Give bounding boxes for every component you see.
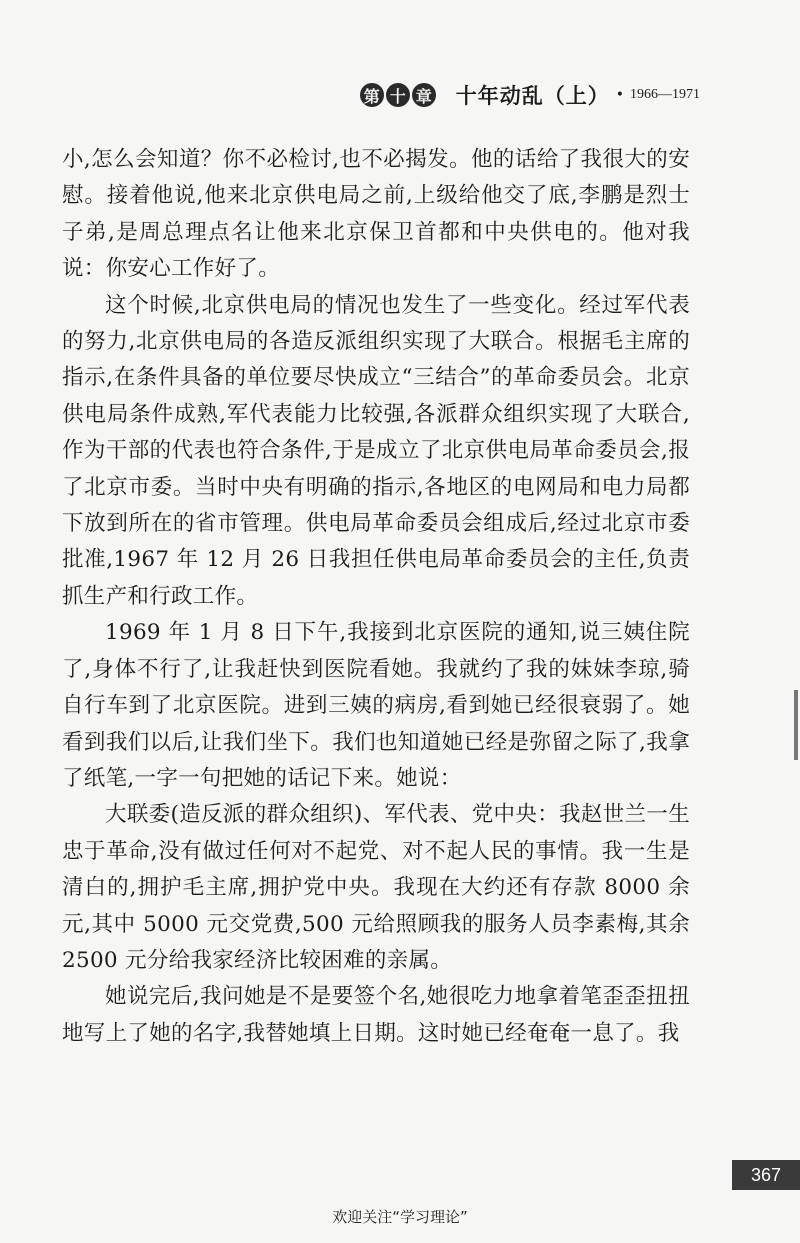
paragraph: 她说完后,我问她是不是要签个名,她很吃力地拿着笔歪歪扭扭地写上了她的名字,我替她填上日期。这时她已经奄奄一息了。我 xyxy=(62,984,690,1046)
chapter-title: 十年动乱（上） xyxy=(455,83,610,108)
page-body xyxy=(62,142,690,1052)
chapter-badge xyxy=(360,83,436,107)
paragraph-quoted-will: 大联委(造反派的群众组织)、军代表、党中央：我赵世兰一生忠于革命,没有做过任何对不起党、对不起人民的事情。我一生是清白的,拥护毛主席,拥护党中央。我现在大约还有存款 8000 余元,其中 5000 元交党费,500 元给照顾我的服务人员李素梅,其余 2500 元分给我家经济比较困难的亲属。 xyxy=(62,802,690,973)
page-edge-mark xyxy=(794,690,798,760)
running-header xyxy=(360,78,700,112)
chapter-badge-char: 第 xyxy=(360,83,384,107)
paragraph: 小,怎么会知道？你不必检讨,也不必揭发。他的话给了我很大的安慰。接着他说,他来北京供电局之前,上级给他交了底,李鹏是烈士子弟,是周总理点名让他来北京保卫首都和中央供电的。他对我说：你安心工作好了。 xyxy=(62,147,690,282)
footer-note: 欢迎关注“学习理论” xyxy=(332,1208,468,1226)
header-separator-dot: • xyxy=(615,87,624,103)
paragraph: 1969 年 1 月 8 日下午,我接到北京医院的通知,说三姨住院了,身体不行了,让我赶快到医院看她。我就约了我的妹妹李琼,骑自行车到了北京医院。进到三姨的病房,看到她已经很衰弱了。她看到我们以后,让我们坐下。我们也知道她已经是弥留之际了,我拿了纸笔,一字一句把她的话记下来。她说： xyxy=(62,620,690,791)
paragraph: 这个时候,北京供电局的情况也发生了一些变化。经过军代表的努力,北京供电局的各造反派组织实现了大联合。根据毛主席的指示,在条件具备的单位要尽快成立“三结合”的革命委员会。北京供电局条件成熟,军代表能力比较强,各派群众组织实现了大联合,作为干部的代表也符合条件,于是成立了北京供电局革命委员会,报了北京市委。当时中央有明确的指示,各地区的电网局和电力局都下放到所在的省市管理。供电局革命委员会组成后,经过北京市委批准,1967 年 12 月 26 日我担任供电局革命委员会的主任,负责抓生产和行政工作。 xyxy=(62,292,690,609)
chapter-years: 1966—1971 xyxy=(630,87,700,102)
page-number-tab: 367 xyxy=(732,1160,800,1190)
chapter-badge-char: 章 xyxy=(412,83,436,107)
chapter-badge-char: 十 xyxy=(386,83,410,107)
